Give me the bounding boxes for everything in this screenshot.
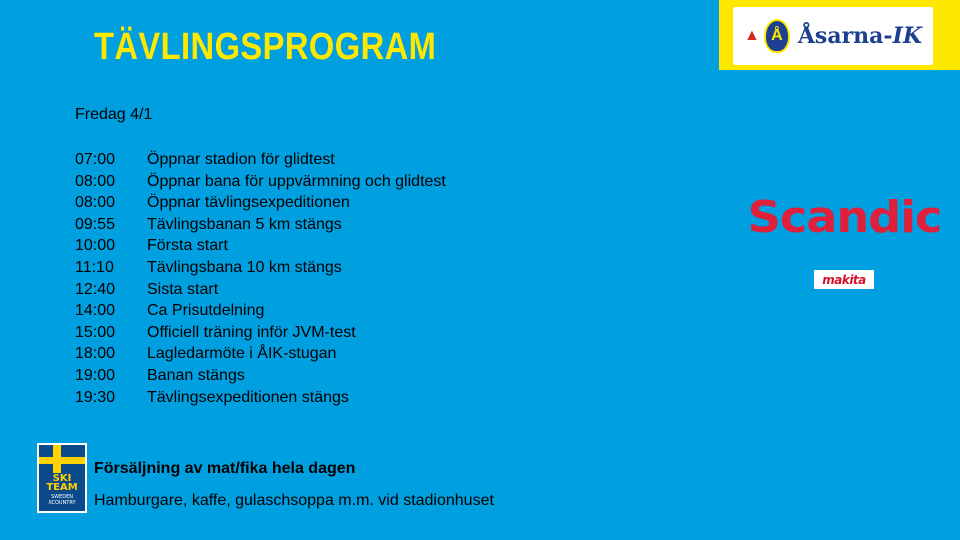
schedule-time: 09:55 bbox=[75, 215, 116, 233]
schedule-event: Sista start bbox=[147, 280, 219, 298]
sales-heading: Försäljning av mat/fika hela dagen bbox=[94, 460, 356, 477]
schedule-event: Ca Prisutdelning bbox=[147, 302, 265, 320]
schedule-event: Öppnar bana för uppvärmning och glidtest bbox=[147, 172, 446, 190]
schedule-row bbox=[75, 192, 446, 214]
schedule-row bbox=[75, 387, 446, 409]
schedule-event: Tävlingsbana 10 km stängs bbox=[147, 258, 342, 276]
schedule-row bbox=[75, 343, 446, 365]
scandic-logo: Scandic bbox=[747, 191, 942, 243]
schedule-row bbox=[75, 322, 446, 344]
schedule-event: Öppnar tävlingsexpeditionen bbox=[147, 194, 350, 212]
schedule-event: Officiell träning inför JVM-test bbox=[147, 323, 356, 341]
page-title: TÄVLINGSPROGRAM bbox=[94, 26, 437, 68]
schedule-event: Öppnar stadion för glidtest bbox=[147, 151, 335, 168]
schedule-event: Första start bbox=[147, 237, 228, 255]
schedule-time: 18:00 bbox=[75, 345, 116, 363]
schedule-time: 07:00 bbox=[75, 151, 116, 168]
schedule-time: 10:00 bbox=[75, 237, 116, 255]
ski-team-subtext: SWEDEN XCOUNTRY bbox=[48, 494, 76, 506]
torch-icon: ▲ bbox=[744, 27, 760, 44]
schedule-time: 12:40 bbox=[75, 280, 116, 298]
schedule-event: Banan stängs bbox=[147, 366, 245, 384]
schedule-time: 08:00 bbox=[75, 194, 116, 212]
schedule-event: Tävlingsbanan 5 km stängs bbox=[147, 215, 342, 233]
schedule-event: Lagledarmöte i ÅIK-stugan bbox=[147, 345, 337, 363]
schedule-row bbox=[75, 149, 446, 171]
schedule-row bbox=[75, 300, 446, 322]
day-heading: Fredag 4/1 bbox=[75, 106, 153, 123]
schedule-row bbox=[75, 171, 446, 193]
schedule-time: 15:00 bbox=[75, 323, 116, 341]
schedule-time: 08:00 bbox=[75, 172, 116, 190]
flag-cross-horizontal bbox=[39, 457, 85, 464]
schedule-time: 19:00 bbox=[75, 366, 116, 384]
ski-team-text: SKI TEAM bbox=[46, 473, 78, 493]
sales-items: Hamburgare, kaffe, gulaschsoppa m.m. vid stadionhuset bbox=[94, 492, 494, 509]
ski-team-sweden-logo bbox=[37, 443, 87, 513]
schedule-row bbox=[75, 257, 446, 279]
schedule-row bbox=[75, 235, 446, 257]
schedule-time: 14:00 bbox=[75, 302, 116, 320]
schedule-row bbox=[75, 279, 446, 301]
schedule-row bbox=[75, 365, 446, 387]
schedule-time: 11:10 bbox=[75, 258, 114, 276]
schedule-row bbox=[75, 214, 446, 236]
club-crest-icon: Å bbox=[764, 19, 790, 53]
ski-team-badge bbox=[39, 445, 85, 511]
asarna-ik-logo bbox=[733, 7, 933, 65]
schedule-event: Tävlingsexpeditionen stängs bbox=[147, 388, 349, 406]
makita-logo: makita bbox=[814, 270, 874, 289]
club-name: Åsarna-IK bbox=[797, 23, 922, 49]
schedule-list bbox=[75, 149, 446, 408]
schedule-time: 19:30 bbox=[75, 388, 116, 406]
